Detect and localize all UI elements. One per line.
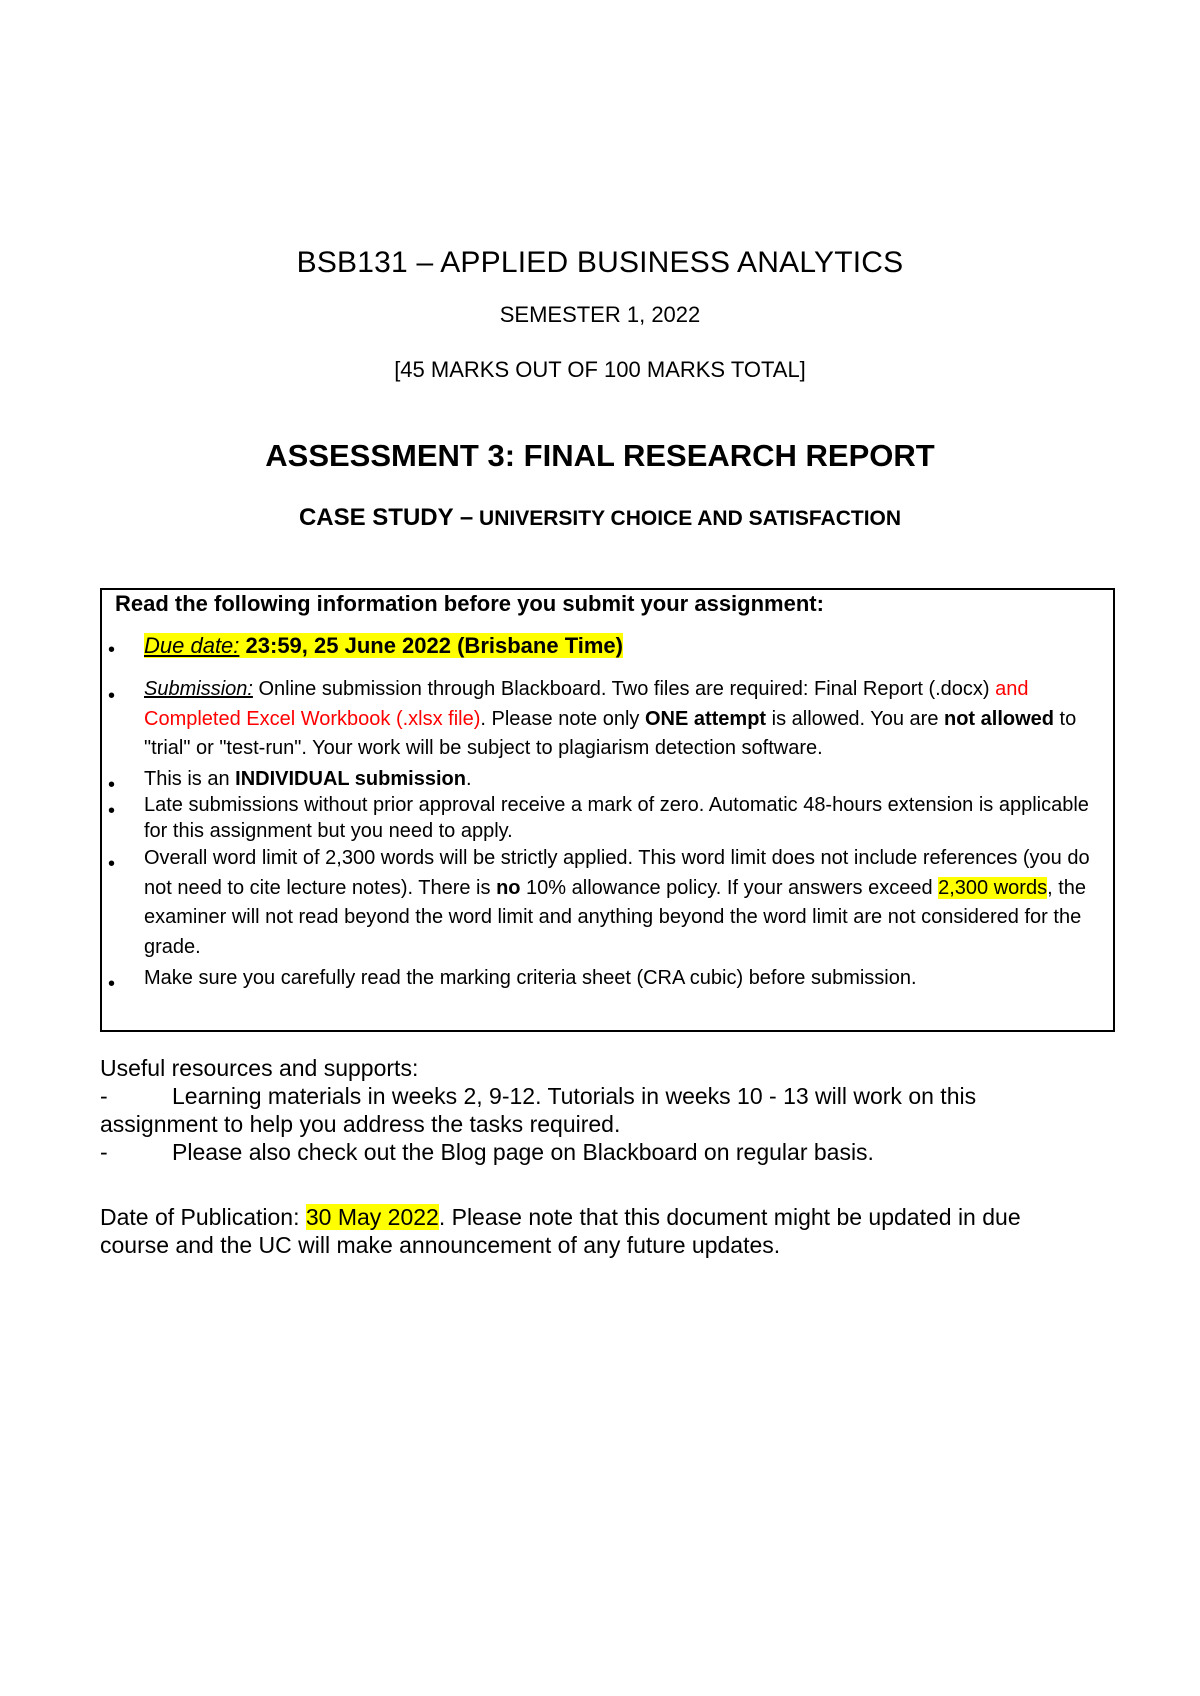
case-study-title (0, 504, 1200, 532)
one-attempt-note: ONE attempt (644, 707, 767, 730)
resource-item-2-text: Please also check out the Blog page on Blackboard on regular basis. (172, 1139, 874, 1165)
not-allowed-note: not allowed (944, 707, 1054, 730)
marking-criteria-item: Make sure you carefully read the marking criteria sheet (CRA cubic) before submission. (144, 967, 917, 989)
publication-text: . Please note that this document might be updated in due (438, 1204, 1021, 1230)
case-study-topic: UNIVERSITY CHOICE AND SATISFACTION (473, 507, 902, 530)
submission-info-box (100, 588, 1115, 1032)
individual-item (144, 766, 1104, 792)
word-limit-highlight: 2,300 words (938, 876, 1048, 899)
publication-line (100, 1203, 1120, 1231)
marks-label: [45 MARKS OUT OF 100 MARKS TOTAL] (394, 357, 806, 382)
submission-text: to "trial" or "test-run". Your work will be subject to plagiarism detection software. (144, 707, 1077, 759)
course-title: BSB131 – APPLIED BUSINESS ANALYTICS (296, 246, 904, 279)
submission-item (144, 675, 1104, 764)
individual-text: This is an (144, 768, 236, 790)
bullet-icon: • (108, 800, 116, 822)
resource-item-1-text: Learning materials in weeks 2, 9-12. Tutorials in weeks 10 - 13 will work on this (172, 1083, 977, 1109)
submission-label: Submission: (144, 678, 253, 700)
individual-submission-note: INDIVIDUAL submission (235, 768, 466, 790)
submission-text: is allowed. You are (766, 707, 944, 730)
dash-marker: - (100, 1083, 108, 1109)
bullet-icon: • (108, 973, 116, 995)
semester-label: SEMESTER 1, 2022 (499, 302, 701, 327)
resource-item-2 (100, 1138, 1120, 1166)
resource-item-1 (100, 1082, 1120, 1110)
submission-text: Online submission through Blackboard. Two files are required: Final Report (.docx) (252, 678, 996, 700)
bullet-icon: • (108, 639, 116, 661)
individual-text: . (465, 768, 472, 790)
late-submission-item: Late submissions without prior approval receive a mark of zero. Automatic 48-hours extension is applicable for this assignment but you need to apply. (144, 794, 1089, 842)
due-date-item (144, 631, 1104, 661)
submission-text: . Please note only (480, 707, 645, 730)
bullet-icon: • (108, 853, 116, 875)
info-box-heading: Read the following information before you submit your assignment: (115, 591, 824, 616)
resource-item-1-cont: assignment to help you address the tasks required. (100, 1111, 621, 1137)
word-limit-text: Overall word limit of 2,300 words will be strictly applied. This word limit does not include references (you do not need to cite lecture notes). There is (144, 847, 1090, 899)
assessment-title: ASSESSMENT 3: FINAL RESEARCH REPORT (265, 438, 935, 473)
case-study-label: CASE STUDY – (298, 504, 474, 531)
no-allowance-note: no (496, 876, 521, 899)
due-date-label: Due date: (144, 633, 240, 658)
bullet-icon: • (108, 774, 116, 796)
excel-workbook-note: and Completed Excel Workbook (.xlsx file) (144, 678, 1029, 730)
dash-marker: - (100, 1139, 108, 1165)
due-date-value: 23:59, 25 June 2022 (Brisbane Time) (239, 633, 623, 658)
word-limit-item (144, 844, 1104, 962)
word-limit-text: , the examiner will not read beyond the word limit and anything beyond the word limit are not considered for the grade. (144, 876, 1087, 958)
publication-label: Date of Publication: (100, 1204, 306, 1230)
publication-date: 30 May 2022 (305, 1204, 439, 1230)
bullet-icon: • (108, 685, 116, 707)
resources-title: Useful resources and supports: (100, 1055, 419, 1081)
word-limit-text: 10% allowance policy. If your answers exceed (520, 876, 939, 899)
publication-line-cont: course and the UC will make announcement of any future updates. (100, 1232, 781, 1258)
